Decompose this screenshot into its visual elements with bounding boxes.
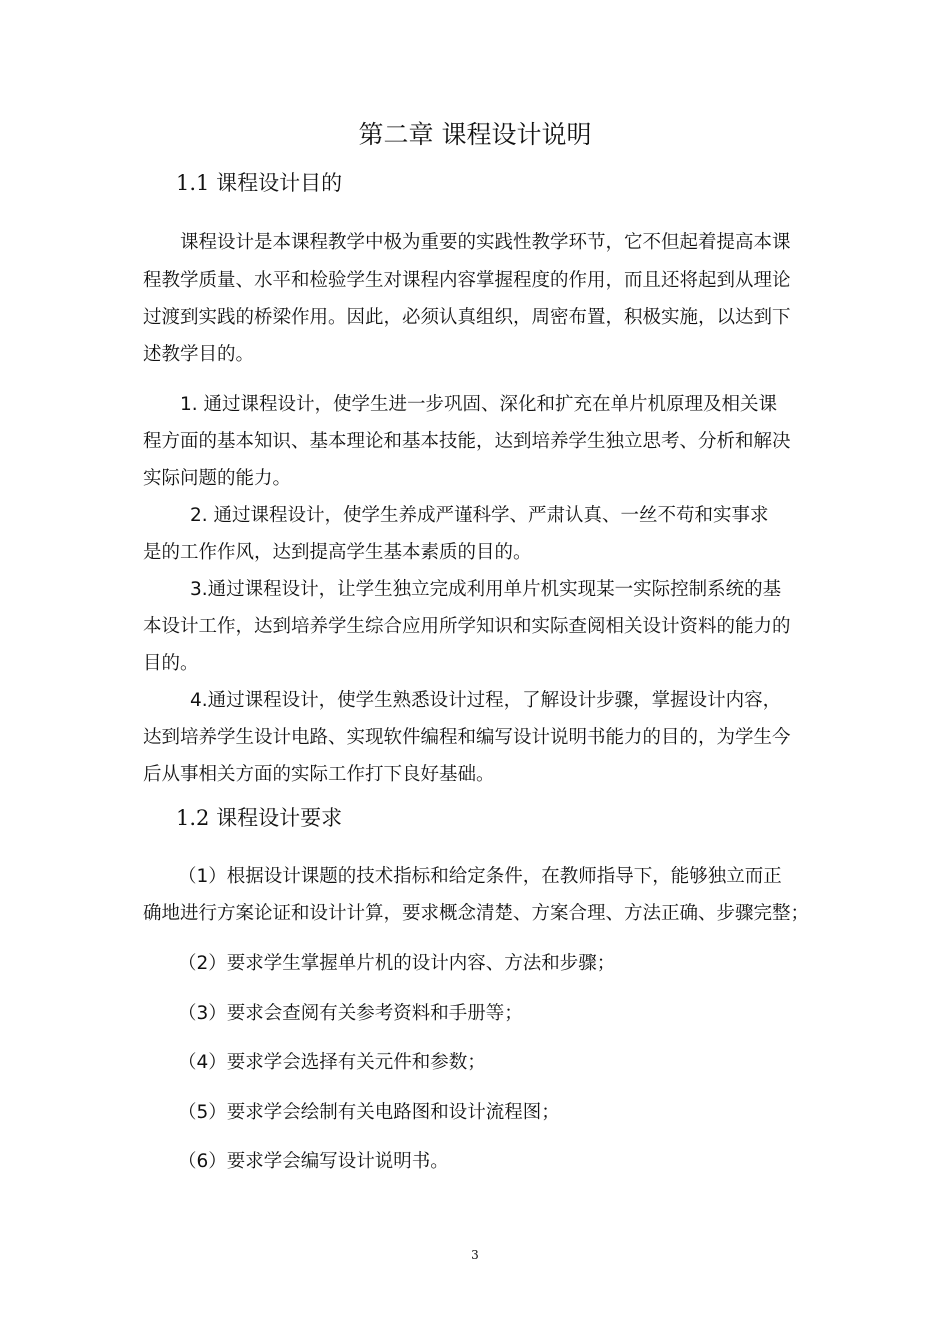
- page-number: 3: [471, 1248, 479, 1262]
- section-heading-purpose: 1.1 课程设计目的: [176, 171, 343, 195]
- requirement-6: （6）要求学会编写设计说明书。: [178, 1151, 449, 1172]
- paragraph-line: 2. 通过课程设计，使学生养成严谨科学、严肃认真、一丝不苟和实事求: [190, 505, 769, 526]
- requirement-3: （3）要求会查阅有关参考资料和手册等；: [178, 1003, 523, 1024]
- paragraph-line: 本设计工作，达到培养学生综合应用所学知识和实际查阅相关设计资料的能力的: [143, 616, 791, 637]
- paragraph-line: 是的工作作风，达到提高学生基本素质的目的。: [143, 542, 532, 563]
- paragraph-line: 述教学目的。: [143, 344, 255, 365]
- section-heading-requirements: 1.2 课程设计要求: [176, 806, 343, 830]
- paragraph-line: 程方面的基本知识、基本理论和基本技能，达到培养学生独立思考、分析和解决: [143, 431, 791, 452]
- paragraph-line: 3.通过课程设计，让学生独立完成利用单片机实现某一实际控制系统的基: [190, 579, 782, 600]
- chapter-title: 第二章 课程设计说明: [358, 120, 592, 149]
- paragraph-line: 课程设计是本课程教学中极为重要的实践性教学环节，它不但起着提高本课: [180, 232, 791, 253]
- paragraph-line: 过渡到实践的桥梁作用。因此，必须认真组织，周密布置，积极实施，以达到下: [143, 307, 791, 328]
- paragraph-line: 1. 通过课程设计，使学生进一步巩固、深化和扩充在单片机原理及相关课: [180, 394, 778, 415]
- paragraph-line: 达到培养学生设计电路、实现软件编程和编写设计说明书能力的目的，为学生今: [143, 727, 791, 748]
- requirement-5: （5）要求学会绘制有关电路图和设计流程图；: [178, 1102, 560, 1123]
- requirement-2: （2）要求学生掌握单片机的设计内容、方法和步骤；: [178, 953, 616, 974]
- paragraph-line: 目的。: [143, 653, 199, 674]
- paragraph-line: （1）根据设计课题的技术指标和给定条件，在教师指导下，能够独立而正: [178, 866, 782, 887]
- paragraph-line: 确地进行方案论证和设计计算，要求概念清楚、方案合理、方法正确、步骤完整；: [143, 903, 810, 924]
- paragraph-line: 4.通过课程设计，使学生熟悉设计过程，了解设计步骤，掌握设计内容，: [190, 690, 782, 711]
- requirement-4: （4）要求学会选择有关元件和参数；: [178, 1052, 486, 1073]
- paragraph-line: 实际问题的能力。: [143, 468, 292, 489]
- paragraph-line: 程教学质量、水平和检验学生对课程内容掌握程度的作用，而且还将起到从理论: [143, 270, 791, 291]
- paragraph-line: 后从事相关方面的实际工作打下良好基础。: [143, 764, 495, 785]
